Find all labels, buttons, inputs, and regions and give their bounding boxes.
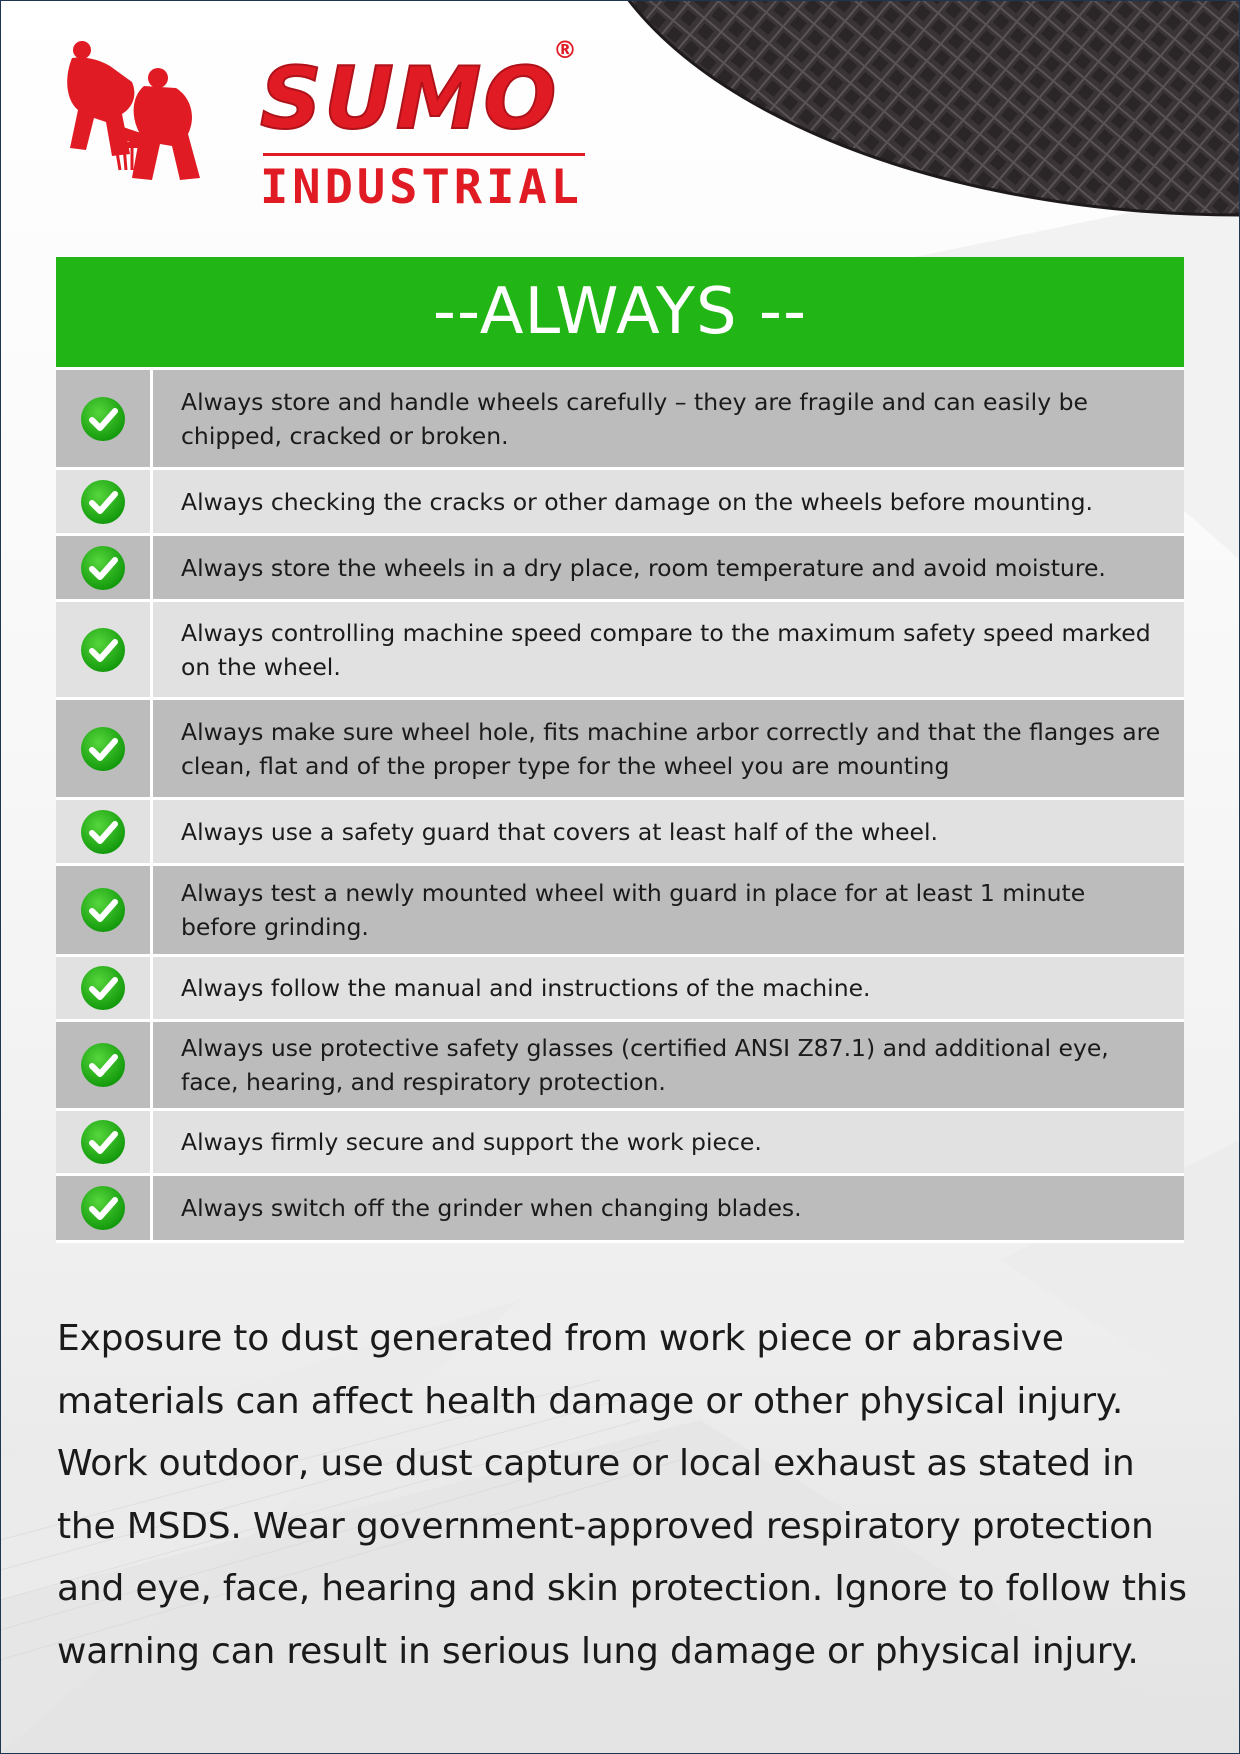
rule-row (56, 957, 1184, 1022)
registered-mark: ® (553, 36, 577, 64)
rule-row (56, 866, 1184, 957)
rule-text: Always use protective safety glasses (certified ANSI Z87.1) and additional eye, face, hearing, and respiratory protection. (181, 1034, 1109, 1096)
rule-row (56, 1111, 1184, 1176)
check-icon (79, 725, 127, 773)
check-icon (79, 1041, 127, 1089)
sumo-industrial-logo (60, 36, 583, 215)
rule-icon-cell (56, 1022, 153, 1108)
rule-icon-cell (56, 957, 153, 1019)
rule-text: Always test a newly mounted wheel with guard in place for at least 1 minute before grinding. (181, 879, 1086, 941)
rule-text: Always make sure wheel hole, fits machine arbor correctly and that the flanges are clean, flat and of the proper type for the wheel you are mounting (181, 717, 1161, 780)
always-rules-table (56, 257, 1184, 1243)
table-header: --ALWAYS -- (56, 257, 1184, 370)
rule-text: Always checking the cracks or other damage on the wheels before mounting. (181, 487, 1093, 516)
rules-list (56, 370, 1184, 1243)
sumo-wrestler-icon (60, 38, 210, 188)
rule-icon-cell (56, 602, 153, 697)
rule-icon-cell (56, 1176, 153, 1240)
dust-warning-paragraph: Exposure to dust generated from work piece or abrasive materials can affect health damage or other physical injury. Work outdoor, use dust capture or local exhaust as stated in the MSDS. Wear government-approved respiratory protection and eye, face, hearing and skin protection. Ignore to follow this warning can result in serious lung damage or physical injury. (57, 1318, 1187, 1672)
check-icon (79, 1118, 127, 1166)
rule-text: Always store the wheels in a dry place, room temperature and avoid moisture. (181, 553, 1106, 582)
rule-row (56, 1022, 1184, 1111)
check-icon (79, 964, 127, 1012)
rule-row (56, 700, 1184, 800)
rule-row (56, 536, 1184, 602)
rule-icon-cell (56, 866, 153, 954)
rule-row (56, 800, 1184, 866)
rule-icon-cell (56, 470, 153, 533)
rule-text: Always switch off the grinder when changing blades. (181, 1194, 802, 1222)
check-icon (79, 1184, 127, 1232)
check-icon (79, 478, 127, 526)
rule-row (56, 470, 1184, 536)
brand-subtitle: INDUSTRIAL (260, 160, 583, 215)
rule-icon-cell (56, 536, 153, 599)
rule-row (56, 602, 1184, 700)
rule-text: Always firmly secure and support the work piece. (181, 1128, 762, 1156)
rule-icon-cell (56, 370, 153, 467)
brand-name: SUMO (260, 49, 559, 149)
rule-row (56, 1176, 1184, 1243)
rule-text: Always use a safety guard that covers at least half of the wheel. (181, 817, 938, 846)
check-icon (79, 395, 127, 443)
rule-text: Always follow the manual and instructions of the machine. (181, 974, 871, 1002)
rule-text: Always controlling machine speed compare to the maximum safety speed marked on the wheel. (181, 618, 1151, 681)
check-icon (79, 544, 127, 592)
check-icon (79, 886, 127, 934)
rule-row (56, 370, 1184, 470)
rule-icon-cell (56, 1111, 153, 1173)
check-icon (79, 808, 127, 856)
rule-icon-cell (56, 700, 153, 797)
check-icon (79, 626, 127, 674)
rule-icon-cell (56, 800, 153, 863)
logo-divider (263, 153, 585, 156)
rule-text: Always store and handle wheels carefully – they are fragile and can easily be chipped, cracked or broken. (181, 387, 1088, 450)
